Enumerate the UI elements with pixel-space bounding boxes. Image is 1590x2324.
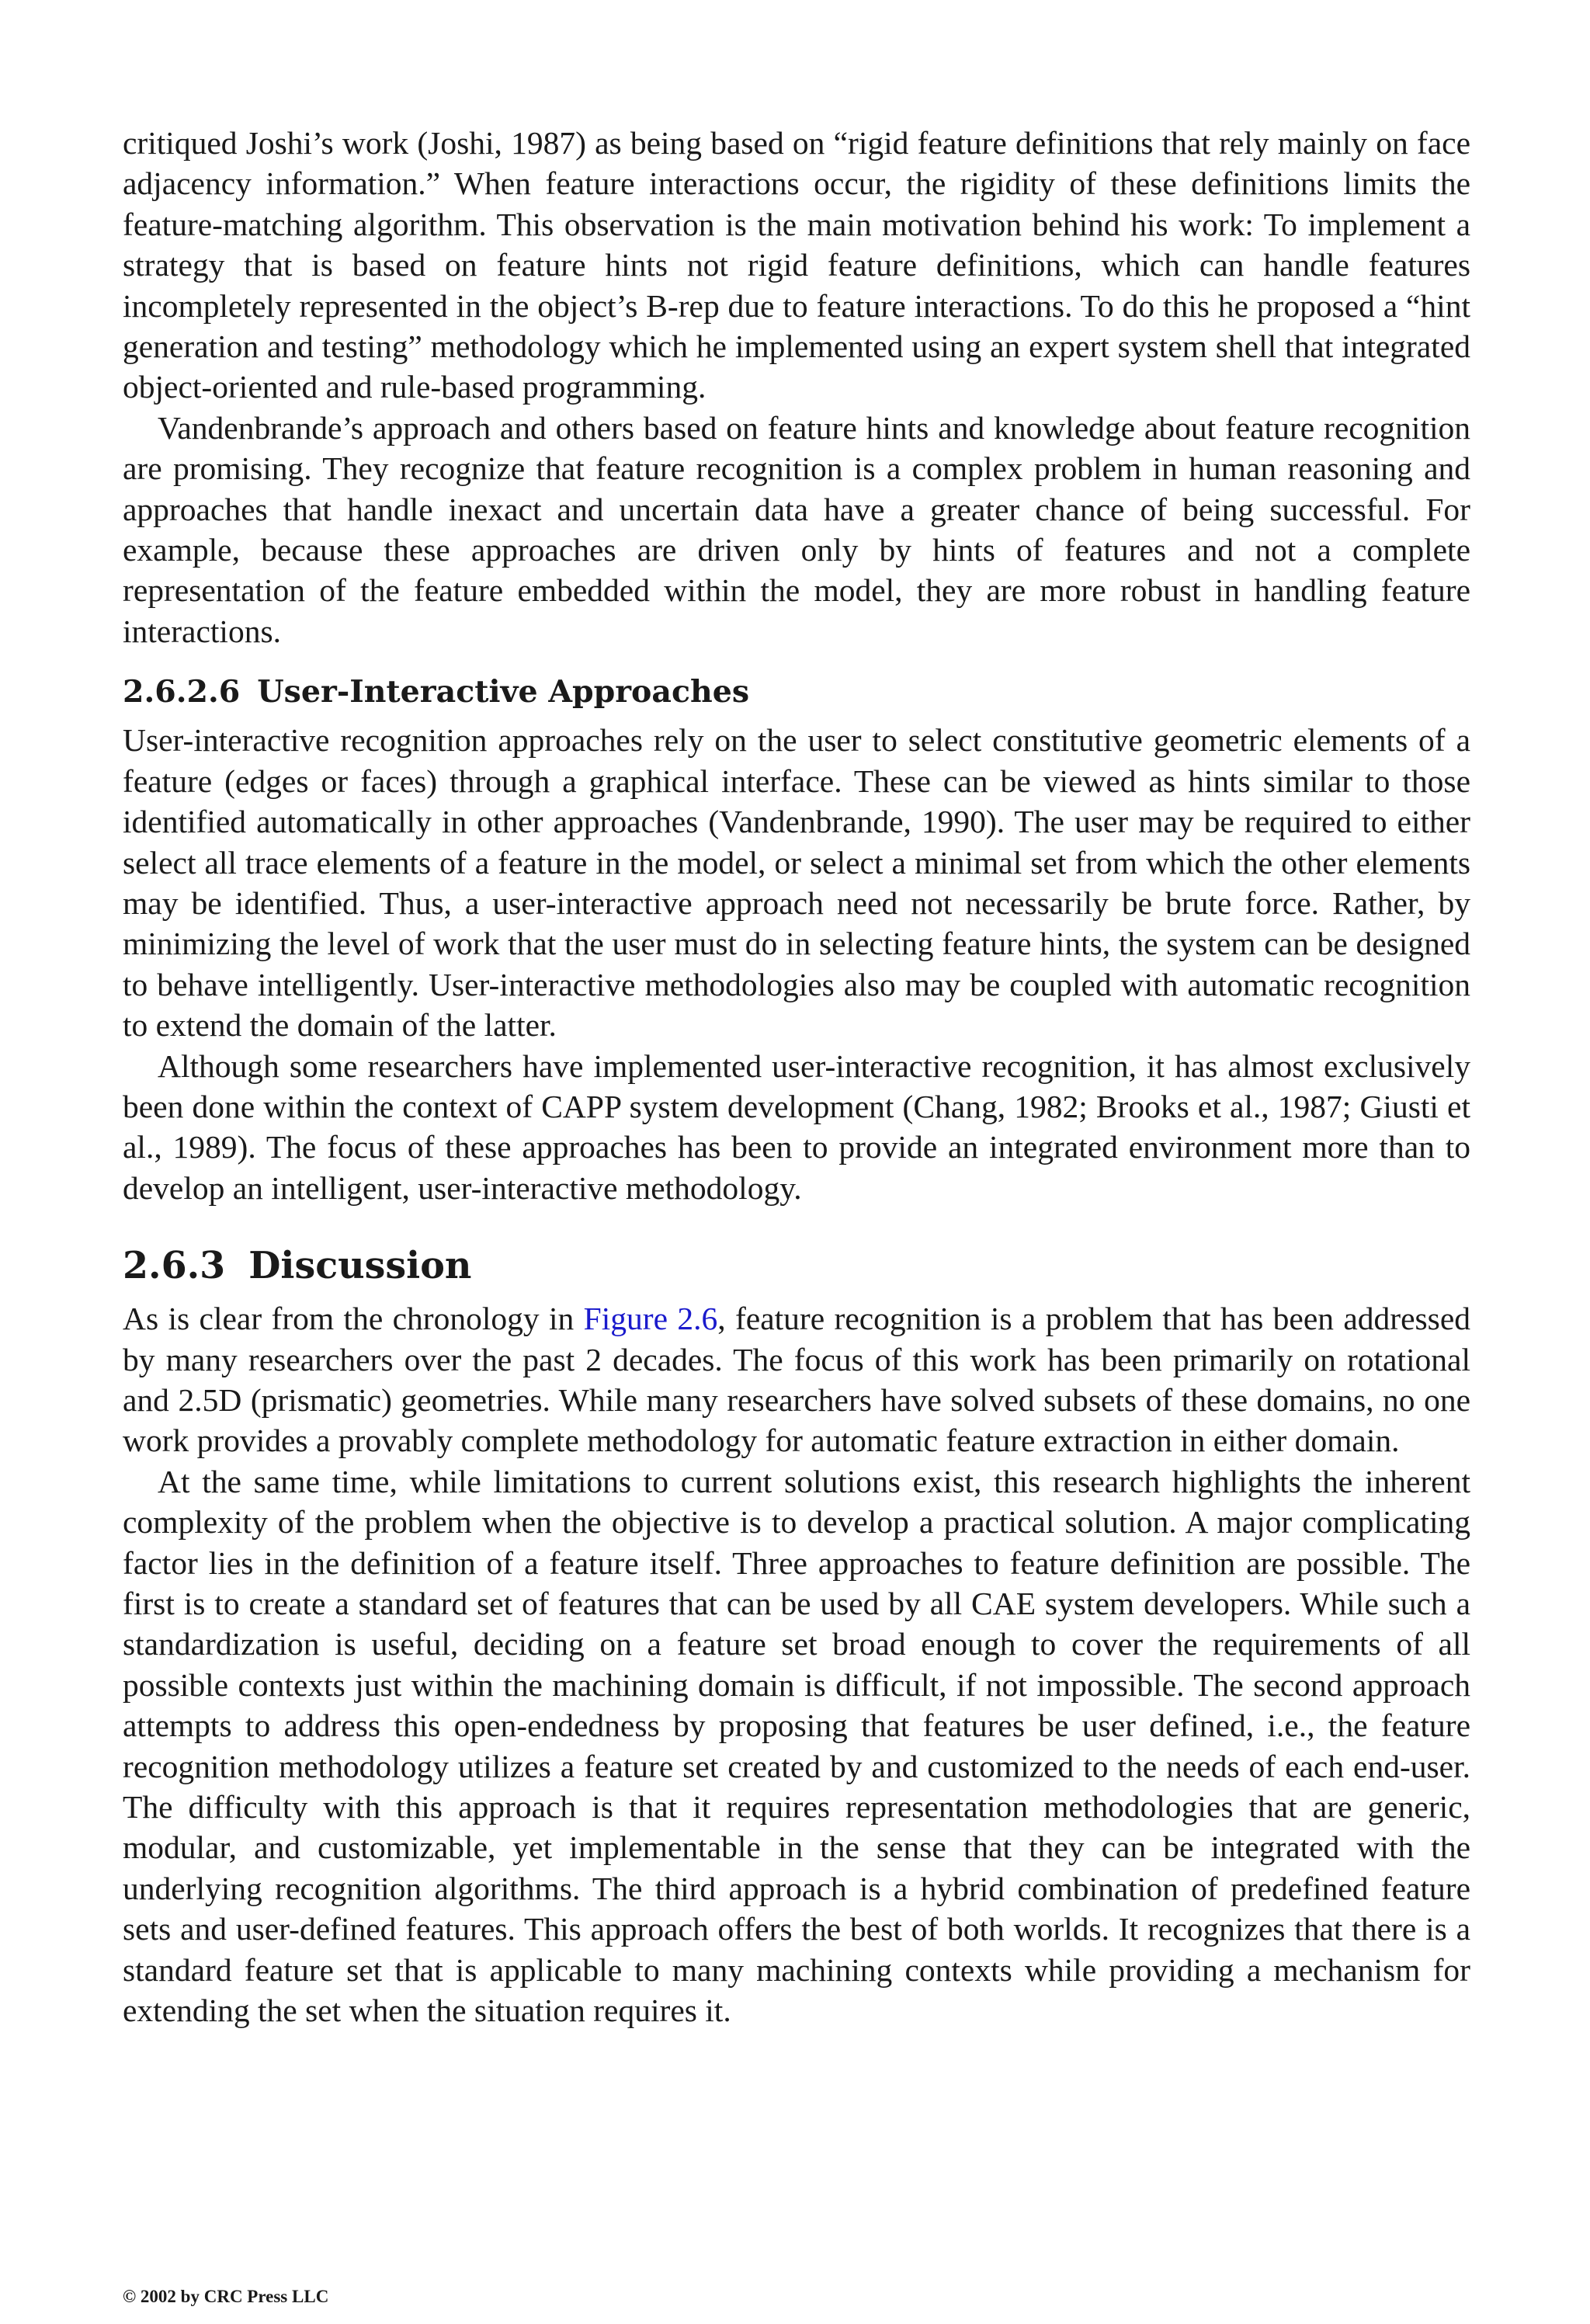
paragraph-discussion-chronology xyxy=(123,1298,1470,1461)
section-number: 2.6.3 xyxy=(123,1244,226,1288)
figure-2-6-link[interactable]: Figure 2.6 xyxy=(583,1301,718,1337)
section-title: Discussion xyxy=(248,1244,472,1288)
paragraph-user-interactive: User-interactive recognition approaches rely on the user to select constitutive geometric elements of a feature (edges or faces) through a graphical interface. These can be viewed as hints similar to those identified automatically in other approaches (Vandenbrande, 1990). The user may be required to either select all trace elements of a feature in the model, or select a minimal set from which the other elements may be identified. Thus, a user-interactive approach need not necessarily be brute force. Rather, by minimizing the level of work that the user must do in selecting feature hints, the system can be designed to behave intelligently. User-interactive methodologies also may be coupled with automatic recognition to extend the domain of the latter. xyxy=(123,722,1470,1044)
section-number: 2.6.2.6 xyxy=(123,674,241,710)
section-heading-2-6-2-6 xyxy=(123,672,1470,712)
text-run: As is clear from the chronology in xyxy=(123,1301,584,1337)
paragraph-feature-hints: Vandenbrande’s approach and others based on feature hints and knowledge about feature recognition are promising. They recognize that feature recognition is a complex problem in human reasoning and approaches that handle inexact and uncertain data have a greater chance of being successful. For example, because these approaches are driven only by hints of features and not a complete representation of the feature embedded within the model, they are more robust in handling feature interactions. xyxy=(123,409,1470,649)
section-title: User-Interactive Approaches xyxy=(257,674,750,710)
paragraph-capp-context: Although some researchers have implemented user-interactive recognition, it has almost exclusively been done within the context of CAPP system development (Chang, 1982; Brooks et al., 1987; Giusti et al., 1989). The focus of these approaches has been to provide an integrated environment more than to develop an intelligent, user-interactive methodology. xyxy=(123,1047,1470,1206)
copyright-footer: © 2002 by CRC Press LLC xyxy=(123,2287,329,2306)
paragraph-vandenbrande-critique: critiqued Joshi’s work (Joshi, 1987) as being based on “rigid feature definitions that rely mainly on face adjacency information.” When feature interactions occur, the rigidity of these definitions limits the feature-matching algorithm. This observation is the main motivation behind his work: To implement a strategy that is based on feature hints not rigid feature definitions, which can handle features incompletely represented in the object’s B-rep due to feature interactions. To do this he proposed a “hint generation and testing” methodology which he implemented using an expert system shell that integrated object-oriented and rule-based programming. xyxy=(123,125,1470,405)
paragraph-feature-definition: At the same time, while limitations to current solutions exist, this research highlights the inherent complexity of the problem when the objective is to develop a practical solution. A major complicating factor lies in the definition of a feature itself. Three approaches to feature definition are possible. The first is to create a standard set of features that can be used by all CAE system developers. While such a standardization is useful, deciding on a feature set broad enough to cover the requirements of all possible contexts just within the machining domain is difficult, if not impossible. The second approach attempts to address this open-endedness by proposing that features be user defined, i.e., the feature recognition methodology utilizes a feature set created by and customized to the needs of each end-user. The difficulty with this approach is that it requires representation methodologies that are generic, modular, and customizable, yet implementable in the sense that they can be integrated with the underlying recognition algorithms. The third approach is a hybrid combination of predefined feature sets and user-defined features. This approach offers the best of both worlds. It recognizes that there is a standard feature set that is applicable to many machining contexts while providing a mechanism for extending the set when the situation requires it. xyxy=(123,1463,1470,2029)
page-body xyxy=(123,123,1470,2030)
text-run: , feature recognition is a problem that has been addressed by many researchers over the past 2 decades. The focus of this work has been primarily on rotational and 2.5D (prismatic) geometries. While many researchers have solved subsets of these domains, no one work provides a provably complete methodology for automatic feature extraction in either domain. xyxy=(123,1301,1470,1459)
section-heading-2-6-3 xyxy=(123,1242,1470,1289)
